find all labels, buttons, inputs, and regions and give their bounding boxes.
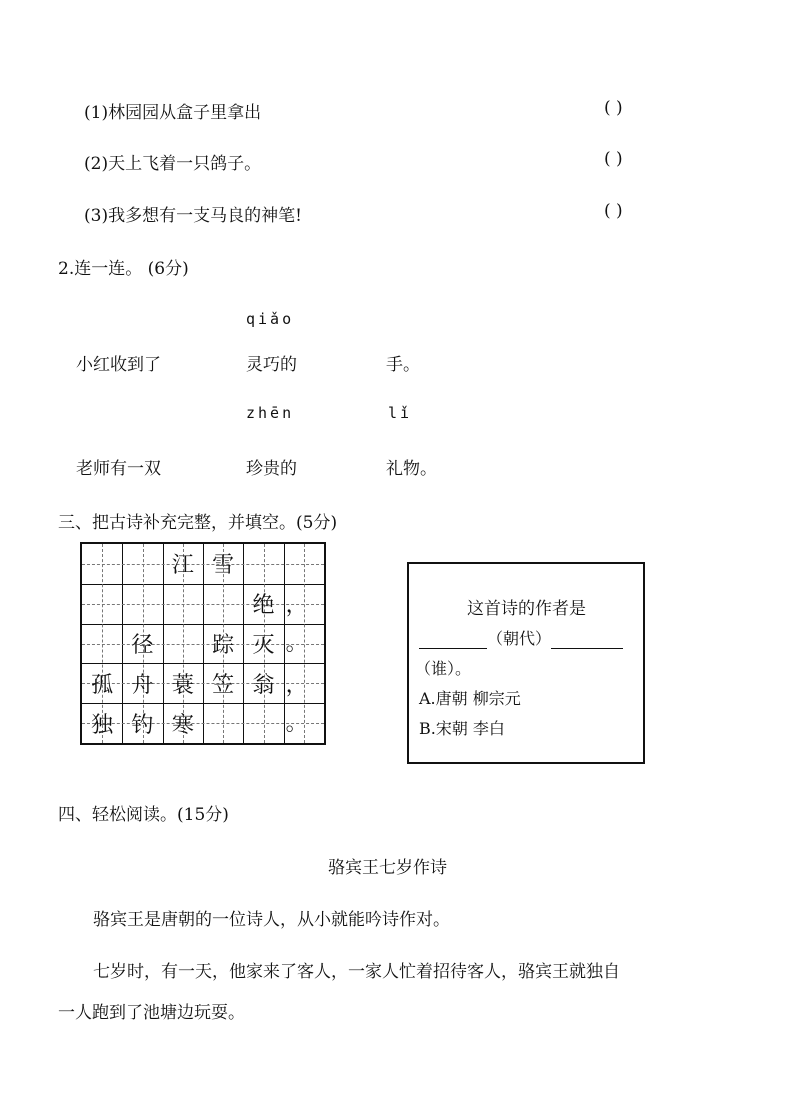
reading-title: 骆宾王七岁作诗 xyxy=(328,858,447,878)
poem-grid-blank-cell[interactable] xyxy=(203,584,243,624)
connect-middle-2[interactable]: 珍贵的 xyxy=(246,459,297,479)
poem-grid-cell: 绝 xyxy=(252,593,275,619)
poem-grid-blank-cell[interactable] xyxy=(163,584,203,624)
poem-grid-blank-cell[interactable] xyxy=(122,544,162,584)
question-item-1: (1)林园园从盒子里拿出 xyxy=(84,103,262,123)
poem-grid-cell: 舟 xyxy=(131,672,154,698)
connect-left-1[interactable]: 小红收到了 xyxy=(76,355,161,375)
poem-grid-cell: ， xyxy=(285,593,308,619)
question-item-2: (2)天上飞着一只鸽子。 xyxy=(84,154,262,174)
pinyin-qiao: qiǎo xyxy=(246,310,295,328)
poem-grid-cell: 灭 xyxy=(252,632,275,658)
who-label: （谁）。 xyxy=(415,659,472,678)
poem-grid-cell: ， xyxy=(285,672,308,698)
pinyin-li: lǐ xyxy=(388,404,413,422)
poem-grid-blank-cell[interactable] xyxy=(243,544,283,584)
poem-grid-cell: 江 xyxy=(171,553,194,579)
q2-heading: 2.连一连。 (6分) xyxy=(58,259,189,279)
connect-left-2[interactable]: 老师有一双 xyxy=(76,459,161,479)
poem-grid-blank-cell[interactable] xyxy=(82,544,122,584)
poem-grid-blank-cell[interactable] xyxy=(203,703,243,743)
poem-grid-cell: 孤 xyxy=(91,672,114,698)
poem-grid-cell: 。 xyxy=(285,710,308,736)
section3-heading: 三、把古诗补充完整，并填空。(5分) xyxy=(58,513,338,533)
poem-grid-blank-cell[interactable] xyxy=(122,584,162,624)
poem-grid-cell: 独 xyxy=(91,712,114,738)
poem-grid-cell: 翁 xyxy=(252,672,275,698)
author-question-box xyxy=(407,562,645,764)
poem-grid-cell: 蓑 xyxy=(171,672,194,698)
poem-grid-cell: 径 xyxy=(131,632,154,658)
author-question-text: 这首诗的作者是 xyxy=(467,599,586,619)
option-a[interactable]: A.唐朝 柳宗元 xyxy=(419,689,521,708)
question-item-3: (3)我多想有一支马良的神笔! xyxy=(84,206,302,226)
reading-para-2-line-1: 七岁时，有一天，他家来了客人，一家人忙着招待客人，骆宾王就独自 xyxy=(93,962,620,982)
poem-grid xyxy=(80,542,326,745)
poem-grid-blank-cell[interactable] xyxy=(82,624,122,664)
answer-paren-1[interactable]: ( ) xyxy=(604,98,623,118)
connect-right-2[interactable]: 礼物。 xyxy=(386,459,437,479)
poem-grid-blank-cell[interactable] xyxy=(82,584,122,624)
dynasty-label: （朝代） xyxy=(487,629,552,648)
poem-grid-cell: 雪 xyxy=(212,553,235,579)
poem-grid-cell: 寒 xyxy=(171,712,194,738)
poem-grid-cell: 。 xyxy=(285,631,308,657)
reading-para-2-line-2: 一人跑到了池塘边玩耍。 xyxy=(58,1003,245,1023)
connect-middle-1[interactable]: 灵巧的 xyxy=(246,355,297,375)
pinyin-zhen: zhēn xyxy=(246,404,295,422)
connect-right-1[interactable]: 手。 xyxy=(386,355,420,375)
section4-heading: 四、轻松阅读。(15分) xyxy=(58,805,229,825)
poem-grid-blank-cell[interactable] xyxy=(284,544,324,584)
poem-grid-blank-cell[interactable] xyxy=(163,624,203,664)
dynasty-blank[interactable] xyxy=(419,632,487,649)
poem-grid-cell: 钓 xyxy=(131,712,154,738)
answer-paren-3[interactable]: ( ) xyxy=(604,201,623,221)
poem-grid-cell: 踪 xyxy=(212,632,235,658)
author-blank[interactable] xyxy=(551,632,623,649)
poem-grid-cell: 笠 xyxy=(212,672,235,698)
option-b[interactable]: B.宋朝 李白 xyxy=(419,719,505,738)
poem-grid-blank-cell[interactable] xyxy=(243,703,283,743)
reading-para-1: 骆宾王是唐朝的一位诗人，从小就能吟诗作对。 xyxy=(93,910,450,930)
answer-paren-2[interactable]: ( ) xyxy=(604,149,623,169)
